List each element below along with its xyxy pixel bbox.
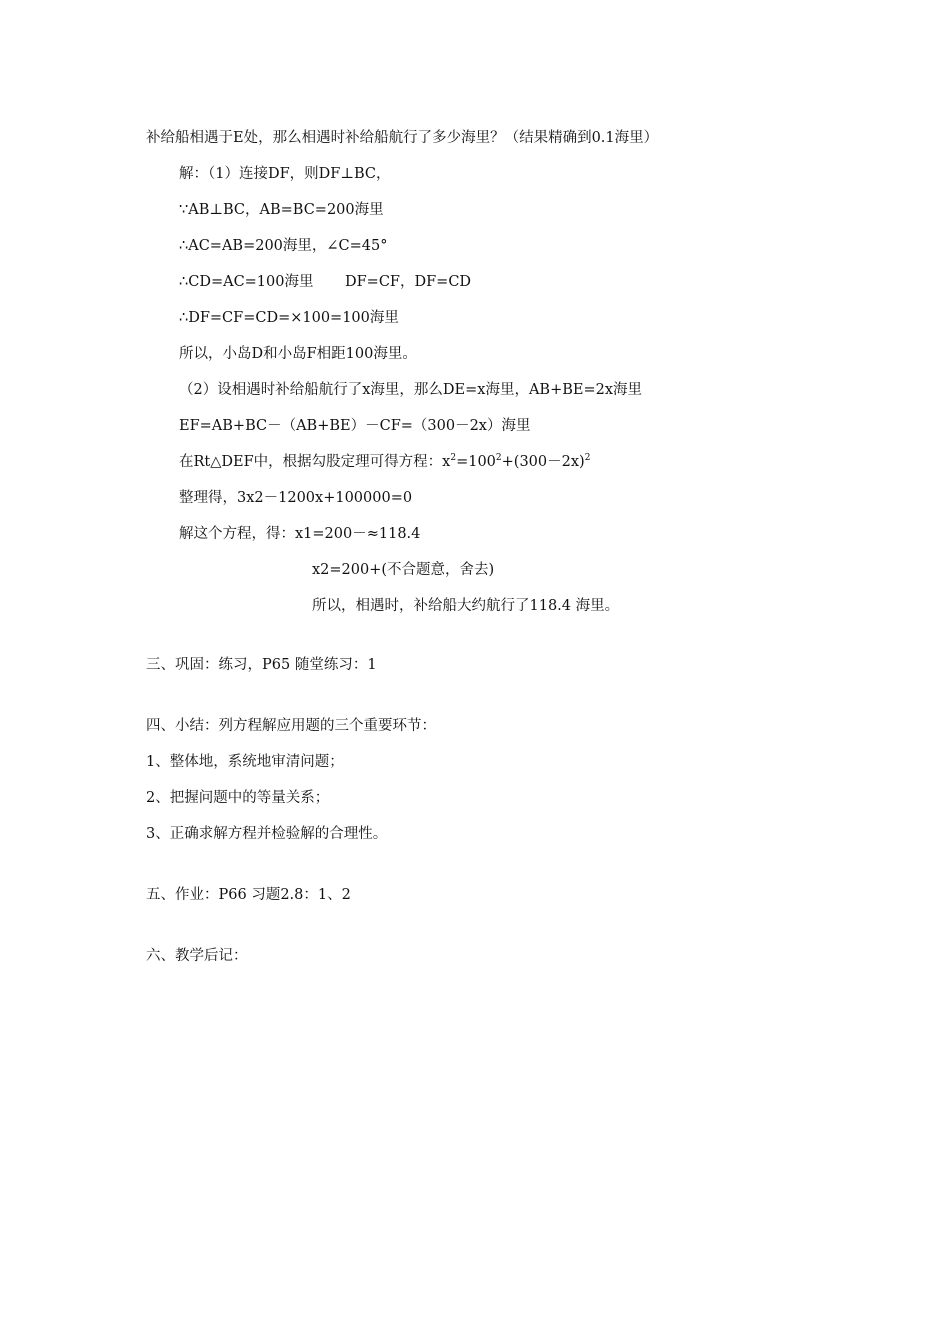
solution-step-4: ∴DF=CF=CD=×100=100海里 <box>179 310 399 326</box>
solution-step-3a: ∴CD=AC=100海里 <box>179 274 314 290</box>
solution-step-2: ∴AC=AB=200海里，∠C=45° <box>179 238 388 254</box>
solution-step-3b: DF=CF，DF=CD <box>345 274 472 290</box>
part2-simplified: 整理得，3x2－1200x+100000=0 <box>179 490 413 506</box>
solution-conclusion-1: 所以，小岛D和小岛F相距100海里。 <box>179 346 417 362</box>
solution-step-1: ∵AB⊥BC，AB=BC=200海里 <box>179 202 384 218</box>
part2-ef-expression: EF=AB+BC－（AB+BE）－CF=（300－2x）海里 <box>179 418 531 434</box>
section-summary-title: 四、小结：列方程解应用题的三个重要环节： <box>146 718 436 734</box>
part2-setup: （2）设相遇时补给船航行了x海里，那么DE=x海里，AB+BE=2x海里 <box>179 382 643 398</box>
summary-item: 2、把握问题中的等量关系； <box>146 790 330 806</box>
summary-item: 1、整体地，系统地审清问题； <box>146 754 344 770</box>
section-homework: 五、作业：P66 习题2.8：1、2 <box>146 887 351 903</box>
problem-text: 补给船相遇于E处，那么相遇时补给船航行了多少海里？（结果精确到0.1海里） <box>146 130 659 146</box>
section-teaching-notes: 六、教学后记： <box>146 948 248 964</box>
part2-equation: 在Rt△DEF中，根据勾股定理可得方程：$x^2=100^2+(300-2x)^2$ <box>179 453 591 470</box>
solution-intro: 解：（1）连接DF，则DF⊥BC， <box>179 166 391 182</box>
section-consolidate: 三、巩固：练习，P65 随堂练习：1 <box>146 657 377 673</box>
part2-root-1: 解这个方程，得：x1=200－≈118.4 <box>179 526 421 542</box>
part2-root-2: x2=200+(不合题意，舍去) <box>312 562 495 578</box>
summary-item: 3、正确求解方程并检验解的合理性。 <box>146 826 388 842</box>
part2-conclusion: 所以，相遇时，补给船大约航行了118.4 海里。 <box>312 598 620 614</box>
